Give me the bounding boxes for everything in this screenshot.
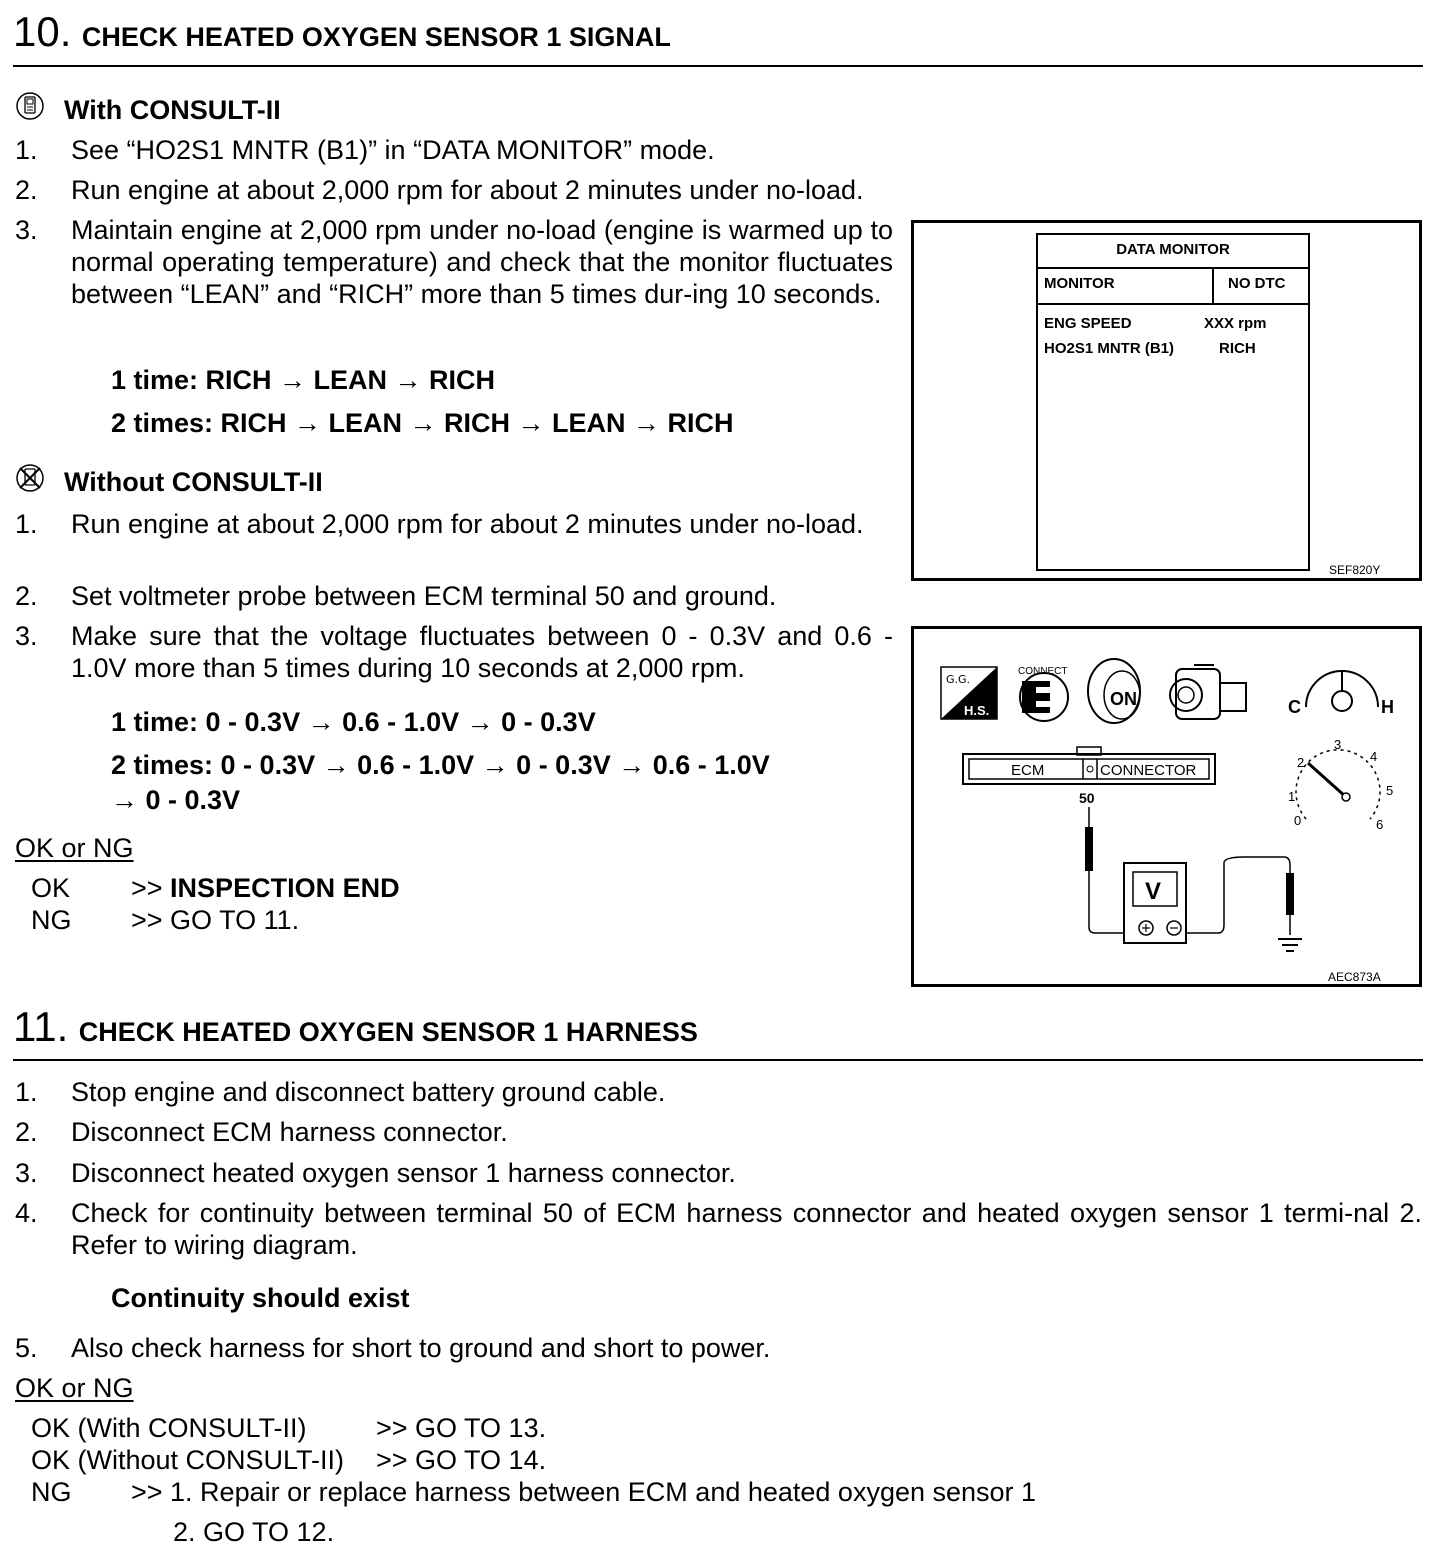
woc-step-num: 2. — [15, 581, 38, 611]
wc-step-num: 3. — [15, 215, 38, 245]
result-prefix: >> — [131, 905, 171, 935]
temp-c: C — [1288, 697, 1301, 717]
s11-step-text: Disconnect heated oxygen sensor 1 harness connector. — [71, 1158, 736, 1188]
ground-symbol — [1278, 939, 1302, 951]
woc-spec-2: 2 times: 0 - 0.3V → 0.6 - 1.0V → 0 - 0.3V → 0.6 - 1.0V — [111, 750, 770, 780]
s11-step-text: Check for continuity between terminal 50 of ECM harness connector and heated oxygen sensor 1 termi-nal 2. Refer to wiring diagram. — [71, 1198, 1422, 1260]
no-consult-icon — [15, 464, 49, 496]
result-action: >> GO TO 14. — [376, 1445, 547, 1475]
hs-label: H.S. — [964, 703, 990, 718]
result-key: OK (With CONSULT-II) — [31, 1413, 307, 1443]
ignition-on-icon — [1088, 659, 1140, 723]
woc-step-num: 1. — [15, 509, 38, 539]
wc-step-text: See “HO2S1 MNTR (B1)” in “DATA MONITOR” mode. — [71, 135, 715, 165]
tach-tick: 1 — [1288, 789, 1296, 804]
temp-h: H — [1381, 697, 1394, 717]
s11-step-num: 3. — [15, 1158, 38, 1188]
monitor-row-label: HO2S1 MNTR (B1) — [1044, 340, 1175, 357]
step11-title: CHECK HEATED OXYGEN SENSOR 1 HARNESS — [78, 1017, 698, 1047]
step10-number: 10. — [13, 8, 72, 55]
consult-icon — [15, 92, 49, 124]
step10-title: CHECK HEATED OXYGEN SENSOR 1 SIGNAL — [81, 22, 671, 52]
figure-voltmeter — [911, 626, 1422, 987]
result-action-text: INSPECTION END — [170, 873, 400, 903]
monitor-col-right: NO DTC — [1228, 275, 1286, 292]
connector-label: CONNECTOR — [1100, 762, 1197, 779]
tach-tick: 4 — [1370, 749, 1378, 764]
monitor-row-value: XXX rpm — [1204, 315, 1267, 332]
monitor-divider — [1038, 303, 1308, 305]
ecm-connector — [963, 747, 1215, 806]
wc-step-text: Run engine at about 2,000 rpm for about 2 minutes under no-load. — [71, 175, 864, 205]
woc-spec-1: 1 time: 0 - 0.3V → 0.6 - 1.0V → 0 - 0.3V — [111, 707, 596, 737]
monitor-col-left: MONITOR — [1044, 275, 1115, 292]
with-consult-label: With CONSULT-II — [64, 95, 281, 125]
step11-result-label: OK or NG — [15, 1373, 134, 1403]
result-action: >> GO TO 13. — [376, 1413, 547, 1443]
woc-spec-2-cont: → 0 - 0.3V — [111, 785, 241, 815]
result-key: NG — [31, 1477, 72, 1507]
result-action-text: GO TO 11. — [170, 905, 300, 935]
figure1-code: SEF820Y — [1329, 563, 1381, 577]
s11-step-text: Disconnect ECM harness connector. — [71, 1117, 508, 1147]
wc-spec-2: 2 times: RICH → LEAN → RICH → LEAN → RICH — [111, 408, 734, 438]
wc-step-num: 1. — [15, 135, 38, 165]
monitor-screen — [1036, 233, 1310, 571]
figure2-code: AEC873A — [1328, 970, 1381, 984]
monitor-row-label: ENG SPEED — [1044, 315, 1132, 332]
terminal-number: 50 — [1079, 790, 1095, 806]
monitor-row-value: RICH — [1219, 340, 1256, 357]
step10-rule — [13, 65, 1423, 67]
tach-tick: 0 — [1294, 813, 1302, 828]
without-consult-label: Without CONSULT-II — [64, 467, 323, 497]
tach-tick: 6 — [1376, 817, 1384, 832]
step10-header — [13, 8, 671, 56]
step11-header — [13, 1003, 698, 1051]
monitor-col-divider — [1212, 267, 1214, 303]
temperature-gauge-icon — [1288, 671, 1394, 717]
woc-step-num: 3. — [15, 621, 38, 651]
wc-step-num: 2. — [15, 175, 38, 205]
wc-step-text: Maintain engine at 2,000 rpm under no-load (engine is warmed up to normal operating temperature) and check that the monitor fluctuates between “LEAN” and “RICH” more than 5 times dur-ing 10 seconds. — [71, 215, 893, 309]
tach-tick: 3 — [1334, 737, 1342, 752]
s11-step-num: 4. — [15, 1198, 38, 1228]
tach-tick: 2 — [1297, 755, 1305, 770]
on-label: ON — [1110, 689, 1137, 709]
s11-step-num: 1. — [15, 1077, 38, 1107]
woc-step-text: Set voltmeter probe between ECM terminal 50 and ground. — [71, 581, 777, 611]
result-action: >> 1. Repair or replace harness between ECM and heated oxygen sensor 1 — [131, 1477, 1037, 1507]
result-key: OK (Without CONSULT-II) — [31, 1445, 345, 1475]
connect-icon — [1018, 666, 1068, 721]
result-action — [131, 904, 299, 936]
s11-step-text: Stop engine and disconnect battery ground cable. — [71, 1077, 666, 1107]
test-probes — [1085, 807, 1294, 935]
result-key: OK — [31, 873, 71, 903]
ecm-label: ECM — [1011, 762, 1045, 779]
woc-step-text: Run engine at about 2,000 rpm for about 2 minutes under no-load. — [71, 509, 864, 539]
s11-spec: Continuity should exist — [111, 1283, 410, 1313]
step10-result-label: OK or NG — [15, 833, 134, 863]
step11-number: 11. — [13, 1003, 69, 1050]
wc-spec-1: 1 time: RICH → LEAN → RICH — [111, 365, 496, 395]
voltmeter-diagram — [914, 629, 1419, 984]
voltmeter — [1124, 863, 1186, 943]
s11-step-num: 2. — [15, 1117, 38, 1147]
meter-label: V — [1145, 878, 1162, 905]
engine-icon — [1170, 665, 1246, 719]
monitor-divider — [1038, 267, 1308, 269]
result-key: NG — [31, 905, 72, 935]
woc-step-text: Make sure that the voltage fluctuates between 0 - 0.3V and 0.6 - 1.0V more than 5 times during 10 seconds at 2,000 rpm. — [71, 621, 893, 683]
monitor-title: DATA MONITOR — [1116, 241, 1230, 258]
svg-text:G.G.: G.G. — [946, 673, 971, 686]
result-prefix: >> — [131, 873, 171, 903]
s11-step-text: Also check harness for short to ground and short to power. — [71, 1333, 771, 1363]
result-action — [131, 872, 400, 904]
tach-tick: 5 — [1386, 783, 1394, 798]
step11-rule — [13, 1059, 1423, 1061]
figure-data-monitor — [911, 220, 1422, 581]
s11-step-num: 5. — [15, 1333, 38, 1363]
tachometer — [1288, 737, 1393, 832]
hs-icon — [941, 667, 997, 719]
connect-label: CONNECT — [1018, 666, 1068, 677]
result-followup: 2. GO TO 12. — [173, 1517, 335, 1547]
